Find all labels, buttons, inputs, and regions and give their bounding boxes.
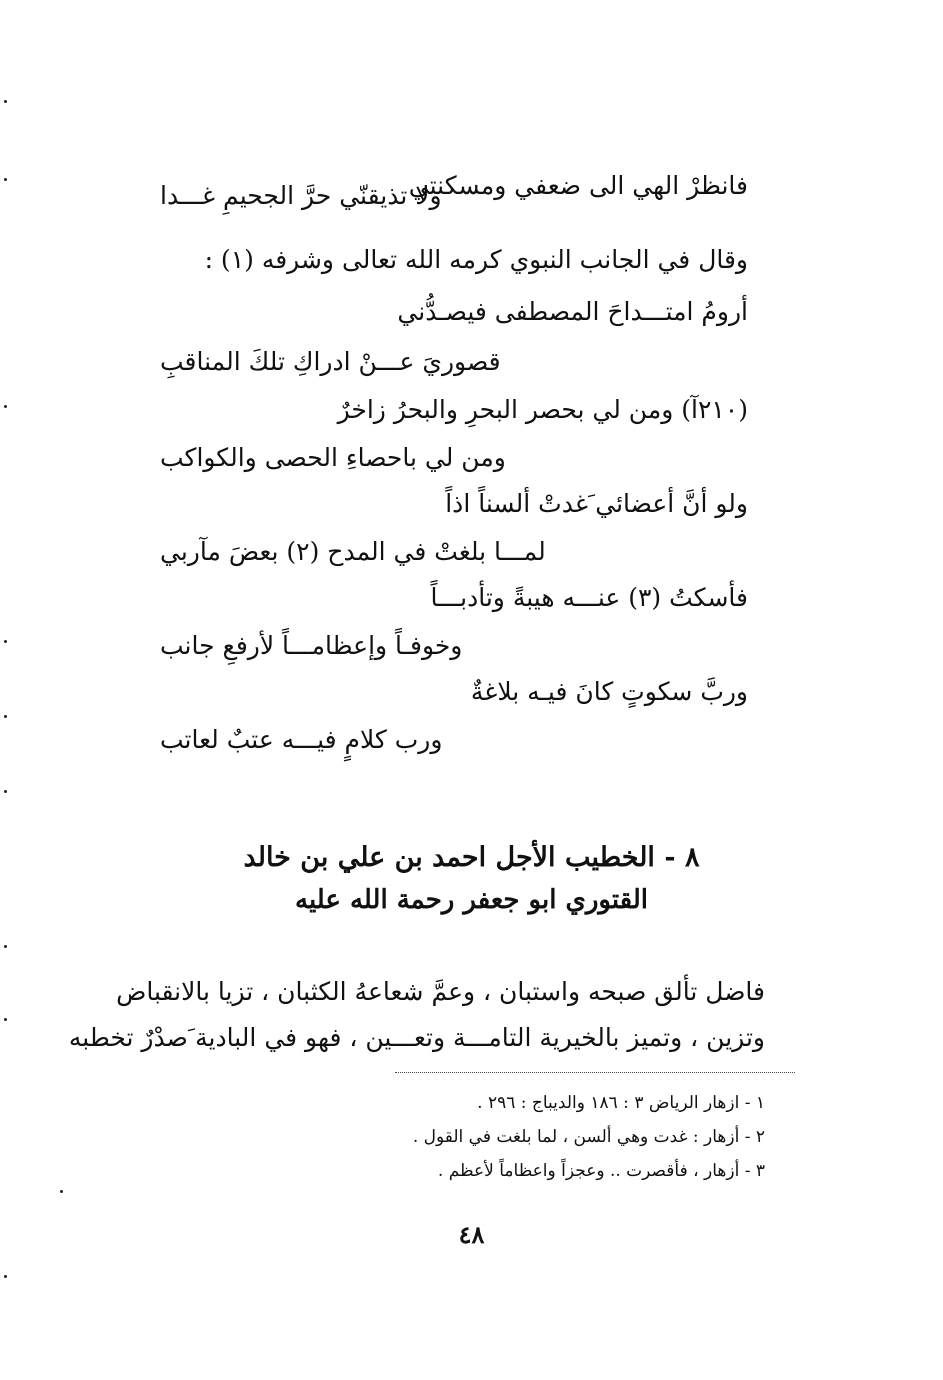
poem2-verse2-left: ومن لي باحصاءِ الحصى والكواكب [160, 443, 506, 472]
biography-heading-line1: ٨ - الخطيب الأجل احمد بن علي بن خالد [243, 842, 700, 873]
biography-heading-line2: القتوري ابو جعفر رحمة الله عليه [295, 885, 648, 915]
scan-speck [4, 1275, 7, 1278]
scan-speck [4, 100, 7, 103]
poem1-left-hemistich: ولا تذيقنّي حرَّ الجحيمِ غـــدا [160, 181, 442, 210]
page-number: ٤٨ [458, 1220, 485, 1249]
scan-speck [4, 790, 7, 793]
poem2-verse3-left: لمـــا بلغتْ في المدح (٢) بعضَ مآربي [160, 537, 546, 566]
footnote-1: ١ - ازهار الرياض ٣ : ١٨٦ والديباج : ٢٩٦ . [477, 1093, 765, 1113]
footnote-2: ٢ - أزهار : غدت وهي ألسن ، لما بلغت في القول . [412, 1127, 765, 1147]
scan-speck [60, 1190, 63, 1193]
intro-line: وقال في الجانب النبوي كرمه الله تعالى وشرفه (١) : [204, 245, 748, 274]
poem2-verse4-right: فأسكتُ (٣) عنـــه هيبةً وتأدبـــاً [430, 583, 748, 612]
footnote-3: ٣ - أزهار ، فأقصرت .. وعجزاً واعظاماً لأعظم . [437, 1161, 765, 1181]
poem2-verse1-left: قصوريَ عـــنْ ادراكِ تلكَ المناقبِ [160, 347, 501, 376]
poem1-right-hemistich: فانظرْ الهي الى ضعفي ومسكنتي [408, 171, 748, 200]
poem2-verse1-right: أرومُ امتـــداحَ المصطفى فيصـدُّني [397, 297, 748, 326]
scan-speck [4, 640, 7, 643]
paragraph-line2: وتزين ، وتميز بالخيرية التامـــة وتعـــين ، فهو في البادية َصدْرٌ تخطبه [68, 1023, 765, 1052]
scan-speck [4, 1018, 7, 1021]
poem2-verse5-left: ورب كلامٍ فيـــه عتبٌ لعاتب [160, 725, 443, 754]
poem2-verse4-left: وخوفـاً وإعظامـــاً لأرفعِ جانب [160, 631, 463, 660]
scan-speck [4, 178, 7, 181]
scan-speck [4, 715, 7, 718]
scan-speck [4, 945, 7, 948]
poem2-verse3-right: ولو أنَّ أعضائي َغدتْ ألسناً اذاً [445, 489, 748, 518]
poem2-verse2-right: (٢١٠آ) ومن لي بحصر البحرِ والبحرُ زاخرٌ [337, 395, 748, 424]
paragraph-line1: فاضل تألق صبحه واستبان ، وعمَّ شعاعهُ الكثبان ، تزيا بالانقباض [116, 977, 765, 1006]
footnote-divider [395, 1072, 795, 1073]
scan-speck [4, 405, 7, 408]
poem2-verse5-right: وربَّ سكوتٍ كانَ فيـه بلاغةٌ [470, 677, 748, 706]
